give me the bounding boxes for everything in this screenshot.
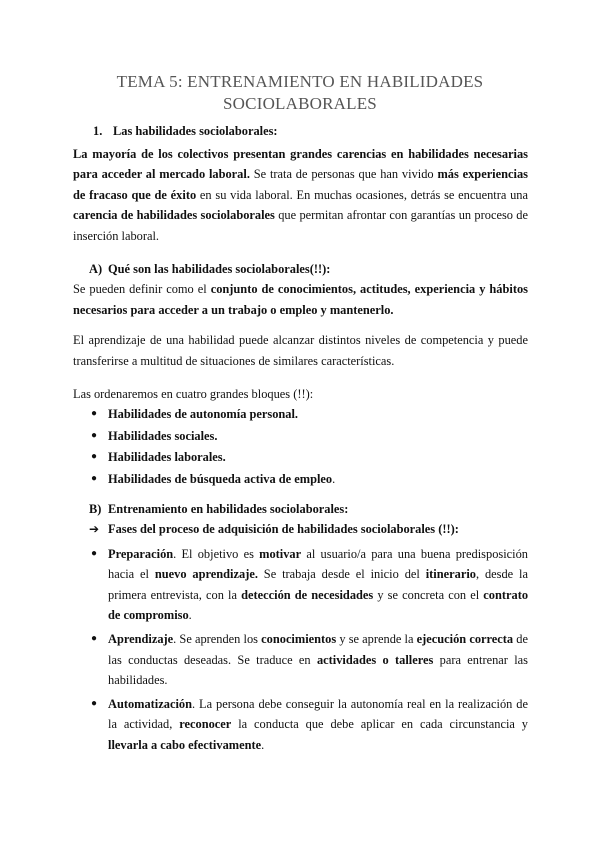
phase-title: Preparación	[108, 546, 174, 561]
para-text-2: Se trata de personas que han vivido	[249, 167, 438, 182]
phase-bold: contrato de compromiso	[108, 587, 529, 623]
title-line-1: TEMA 5: ENTRENAMIENTO EN HABILIDADES	[116, 72, 484, 91]
phase-text: .	[261, 738, 265, 753]
bullet-icon: ●	[91, 451, 98, 463]
phase-bold: conocimientos	[261, 632, 337, 647]
section-1-paragraph	[73, 144, 528, 247]
section-1-heading-text: Las habilidades sociolaborales:	[113, 124, 278, 138]
phase-bold: reconocer	[179, 717, 232, 732]
section-b-heading	[73, 499, 528, 520]
section-a-heading-text: Qué son las habilidades sociolaborales(!!):	[108, 261, 331, 276]
para-bold-5: carencia de habilidades sociolaborales	[73, 208, 275, 223]
section-b-heading-text: Entrenamiento en habilidades sociolaborales:	[108, 501, 349, 516]
phase-bold: actividades o talleres	[316, 652, 434, 667]
list-item	[73, 404, 528, 425]
phase-text: , desde la primera entrevista, con la	[108, 567, 528, 602]
phase-text: .	[188, 608, 192, 623]
definition-text: Se pueden definir como el	[73, 282, 211, 297]
phase-title: Automatización	[108, 696, 192, 711]
phase-text: para entrenar las habilidades.	[108, 652, 528, 688]
page-title	[0, 71, 600, 115]
document-body	[73, 121, 528, 756]
phase-text: al usuario/a para una buena predisposición hacia el	[108, 546, 528, 582]
bullet-icon: ●	[91, 472, 98, 484]
phase-bold: llevarla a cabo efectivamente	[108, 738, 262, 753]
phase-text: y se concreta con el	[373, 587, 484, 602]
phase-title: Aprendizaje	[108, 632, 174, 647]
section-a-paragraph-2: El aprendizaje de una habilidad puede alcanzar distintos niveles de competencia y puede transferirse a multitud de situaciones de similares características.	[73, 333, 528, 368]
bullet-icon: ●	[91, 697, 98, 709]
phase-text: . Se aprenden los	[173, 632, 262, 647]
phase-text: y se aprende la	[336, 632, 417, 647]
section-a-paragraph-1	[73, 279, 528, 320]
list-item	[73, 426, 528, 447]
phase-text: la conducta que debe aplicar en cada circunstancia y	[231, 717, 528, 732]
title-line-2: SOCIOLABORALES	[223, 94, 377, 113]
bullet-icon: ●	[91, 547, 98, 559]
phases-subheading	[73, 519, 528, 540]
bullet-icon: ●	[91, 633, 98, 645]
phase-bold: ejecución correcta	[416, 632, 514, 647]
section-1-number: 1.	[93, 124, 103, 138]
list-item-automatizacion	[73, 694, 528, 756]
para-text-4: en su vida laboral. En muchas ocasiones, detrás se encuentra una	[196, 187, 528, 202]
list-item	[73, 469, 528, 490]
phase-text: de las conductas deseadas. Se traduce en	[108, 632, 528, 667]
section-a-label: A)	[89, 261, 103, 276]
block-label: Habilidades laborales.	[108, 450, 226, 465]
definition-bold: conjunto de conocimientos, actitudes, experiencia y hábitos necesarios para acceder a un trabajo o empleo y mantenerlo.	[73, 282, 528, 317]
phase-text: . La persona debe conseguir la autonomía real en la realización de la actividad,	[108, 696, 528, 732]
para-bold-1: La mayoría de los colectivos presentan grandes carencias en habilidades necesarias para acceder al mercado laboral.	[73, 146, 528, 182]
phase-bold: motivar	[259, 546, 302, 561]
block-label: Habilidades sociales.	[108, 428, 218, 443]
blocks-list	[73, 404, 528, 489]
block-label: Habilidades de búsqueda activa de empleo	[108, 471, 333, 486]
phases-subheading-text: Fases del proceso de adquisición de habilidades sociolaborales (!!):	[108, 522, 459, 537]
list-item-preparacion	[73, 544, 528, 626]
block-tail: .	[332, 471, 336, 486]
phase-text: . El objetivo es	[173, 546, 260, 561]
section-a-paragraph-3: Las ordenaremos en cuatro grandes bloques (!!):	[73, 386, 314, 401]
phase-bold: nuevo aprendizaje.	[154, 567, 258, 582]
bullet-icon: ●	[91, 429, 98, 441]
phases-list	[73, 544, 528, 756]
section-1-heading	[73, 121, 528, 142]
phase-bold: itinerario	[425, 567, 476, 582]
section-a-heading	[73, 259, 528, 280]
arrow-right-icon: ➔	[89, 522, 100, 537]
para-bold-3: más experiencias de fracaso que de éxito	[73, 167, 528, 202]
list-item	[73, 447, 528, 468]
list-item-aprendizaje	[73, 629, 528, 691]
section-b-label: B)	[89, 501, 102, 516]
phase-bold: detección de necesidades	[241, 587, 374, 602]
para-text-6: que permitan afrontar con garantías un proceso de inserción laboral.	[73, 208, 529, 243]
block-label: Habilidades de autonomía personal.	[108, 407, 299, 422]
phase-text: Se trabaja desde el inicio del	[257, 567, 426, 582]
bullet-icon: ●	[91, 408, 98, 420]
